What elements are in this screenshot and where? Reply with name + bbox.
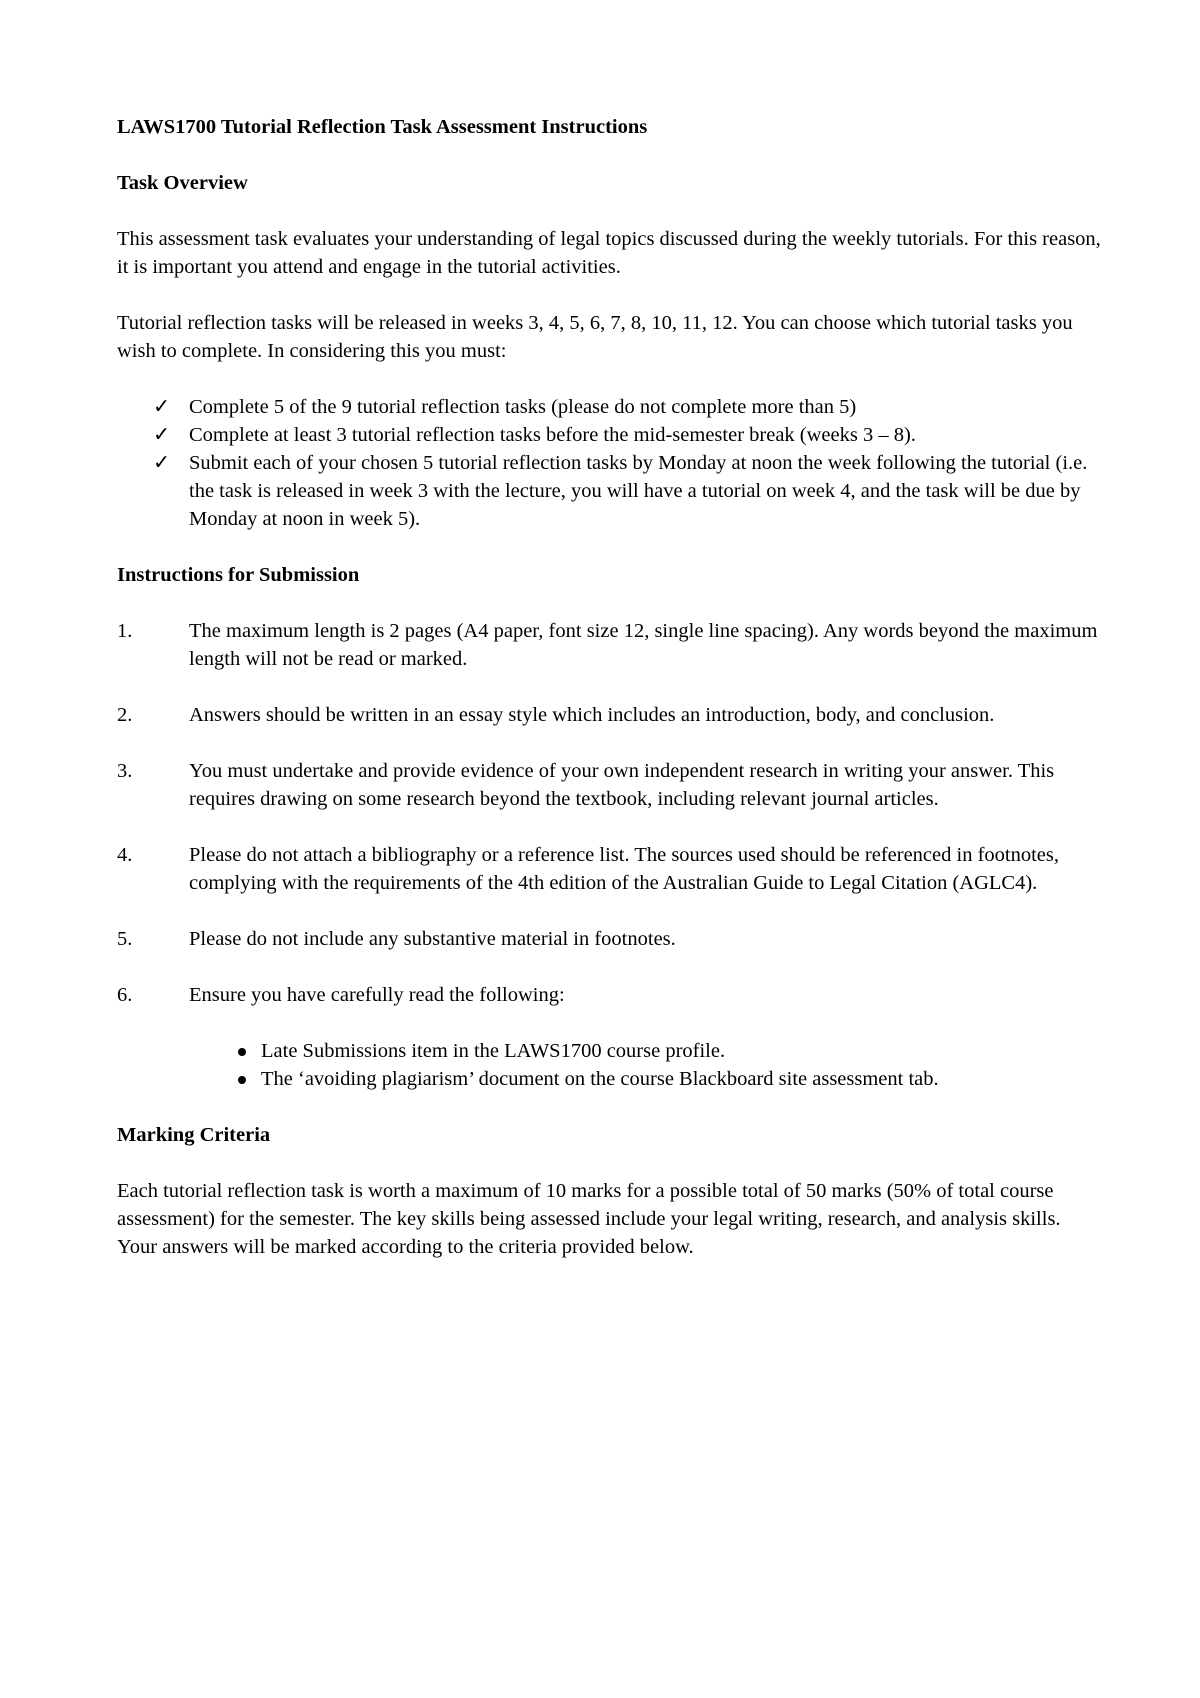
item-number: 6.	[117, 984, 133, 1006]
item-number: 3.	[117, 760, 133, 782]
section-heading-submission: Instructions for Submission	[117, 564, 360, 586]
check-icon: ✓	[153, 396, 171, 418]
item-number: 5.	[117, 928, 133, 950]
bullet-item	[189, 1065, 1102, 1093]
numbered-item	[117, 701, 1102, 729]
checklist-item	[117, 421, 1102, 449]
submission-instructions-list	[117, 617, 1102, 1093]
bullet-icon	[238, 1048, 246, 1056]
numbered-item	[117, 841, 1102, 897]
checklist-item	[117, 449, 1102, 533]
item-number: 2.	[117, 704, 133, 726]
document-body	[117, 113, 1102, 1289]
numbered-item	[117, 757, 1102, 813]
bullet-item-text: The ‘avoiding plagiarism’ document on the course Blackboard site assessment tab.	[261, 1068, 939, 1090]
overview-paragraph: Tutorial reflection tasks will be released in weeks 3, 4, 5, 6, 7, 8, 10, 11, 12. You can choose which tutorial tasks you wish to complete. In considering this you must:	[117, 312, 1073, 362]
checklist-item-text: Complete at least 3 tutorial reflection tasks before the mid-semester break (weeks 3 – 8).	[189, 424, 916, 446]
item-text: The maximum length is 2 pages (A4 paper, font size 12, single line spacing). Any words beyond the maximum length will not be read or marked.	[189, 620, 1098, 670]
item-number: 4.	[117, 844, 133, 866]
required-reading-list	[189, 1037, 1102, 1093]
checklist-item	[117, 393, 1102, 421]
item-text: Answers should be written in an essay style which includes an introduction, body, and conclusion.	[189, 704, 995, 726]
numbered-item	[117, 925, 1102, 953]
marking-paragraph: Each tutorial reflection task is worth a maximum of 10 marks for a possible total of 50 marks (50% of total course assessment) for the semester. The key skills being assessed include your legal writing, research, and analysis skills. Your answers will be marked according to the criteria provided below.	[117, 1180, 1061, 1258]
item-text: Please do not include any substantive material in footnotes.	[189, 928, 676, 950]
section-heading-marking-criteria: Marking Criteria	[117, 1124, 271, 1146]
overview-paragraph: This assessment task evaluates your understanding of legal topics discussed during the weekly tutorials. For this reason, it is important you attend and engage in the tutorial activities.	[117, 228, 1101, 278]
bullet-icon	[238, 1076, 246, 1084]
numbered-item	[117, 617, 1102, 673]
numbered-item	[117, 981, 1102, 1093]
requirements-checklist	[117, 393, 1102, 533]
checklist-item-text: Complete 5 of the 9 tutorial reflection tasks (please do not complete more than 5)	[189, 396, 857, 418]
item-text: Please do not attach a bibliography or a reference list. The sources used should be referenced in footnotes, complying with the requirements of the 4th edition of the Australian Guide to Legal Citation (AGLC4).	[189, 844, 1059, 894]
section-heading-task-overview: Task Overview	[117, 172, 248, 194]
bullet-item-text: Late Submissions item in the LAWS1700 course profile.	[261, 1040, 726, 1062]
checklist-item-text: Submit each of your chosen 5 tutorial reflection tasks by Monday at noon the week following the tutorial (i.e. the task is released in week 3 with the lecture, you will have a tutorial on week 4, and the task will be due by Monday at noon in week 5).	[189, 452, 1088, 530]
bullet-item	[189, 1037, 1102, 1065]
document-title: LAWS1700 Tutorial Reflection Task Assessment Instructions	[117, 116, 648, 138]
item-number: 1.	[117, 620, 133, 642]
check-icon: ✓	[153, 452, 171, 474]
item-text: You must undertake and provide evidence of your own independent research in writing your answer. This requires drawing on some research beyond the textbook, including relevant journal articles.	[189, 760, 1055, 810]
check-icon: ✓	[153, 424, 171, 446]
item-text: Ensure you have carefully read the following:	[189, 984, 565, 1006]
